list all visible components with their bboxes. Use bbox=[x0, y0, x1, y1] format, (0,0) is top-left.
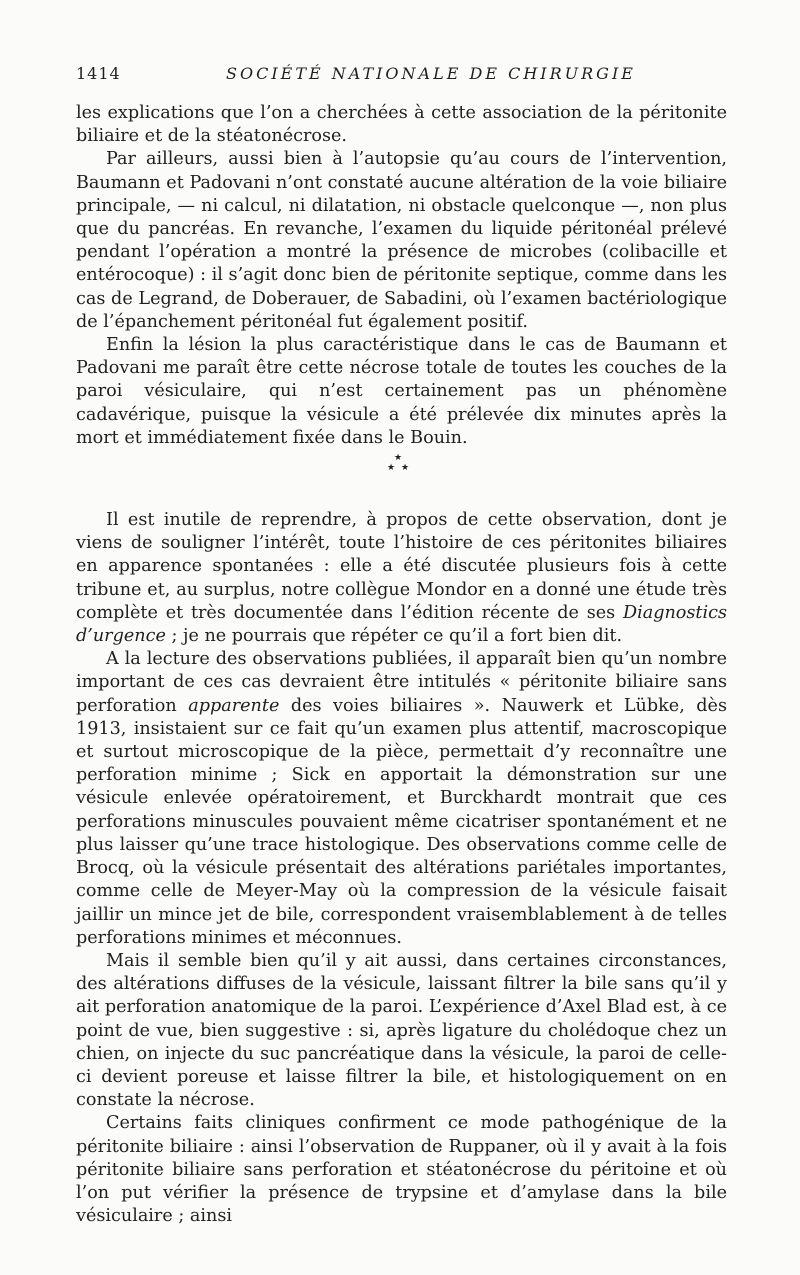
running-title: SOCIÉTÉ NATIONALE DE CHIRURGIE bbox=[226, 64, 636, 83]
asterism-separator bbox=[76, 450, 727, 509]
paragraph-7: Certains faits cliniques confirment ce mode pathogénique de la péritonite biliaire : ainsi l’observation de Ruppaner, où il y avait à la fois péritonite biliaire sans perforation et stéatonécrose du péritoine et où l’on put vérifier la présence de trypsine et d’amylase dans la bile vésiculaire ; ainsi bbox=[76, 1113, 727, 1227]
paragraph-6: Mais il semble bien qu’il y ait aussi, dans certaines circonstances, des altérations diffuses de la vésicule, laissant filtrer la bile sans qu’il y ait perforation anatomique de la paroi. L’expérience d’Axel Blad est, à ce point de vue, bien suggestive : si, après ligature du cholédoque chez un chien, on injecte du suc pancréatique dans la vésicule, la paroi de celle-ci devient poreuse et laisse filtrer la bile, et histologiquement on en constate la nécrose. bbox=[76, 950, 727, 1111]
paragraph-2: Par ailleurs, aussi bien à l’autopsie qu’au cours de l’intervention, Baumann et Padovani n’ont constaté aucune altération de la voie biliaire principale, — ni calcul, ni dilatation, ni obstacle quelconque —, non plus que du pancréas. En revanche, l’examen du liquide péritonéal prélevé pendant l’opération a montré la présence de microbes (colibacille et entérocoque) : il s’agit donc bien de péritonite septique, comme dans les cas de Legrand, de Doberauer, de Sabadini, où l’examen bactériologique de l’épanchement péritonéal fut également positif. bbox=[76, 149, 727, 332]
asterisk-icon: ★ bbox=[387, 463, 396, 474]
paragraph-4 bbox=[76, 509, 727, 648]
paragraph-4-text-a: Il est inutile de reprendre, à propos de cette observation, dont je viens de souligner l’intérêt, toute l’histoire de ces péritonites biliaires en apparence spontanées : elle a été discutée plusieurs fois à cette tribune et, au surplus, notre collègue Mondor en a donné une étude très complète et très documentée dans l’édition récente de ses bbox=[76, 510, 727, 623]
paragraph-5-text-b: des voies biliaires ». Nauwerk et Lübke, dès 1913, insistaient sur ce fait qu’un examen plus attentif, macroscopique et surtout microscopique de la pièce, permettait d’y reconnaître une perforation minime ; Sick en apportait la démonstration sur une vésicule enlevée opératoirement, et Burckhardt montrait que ces perforations minuscules pouvaient même cicatriser spontanément et ne plus laisser qu’une trace histologique. Des observations comme celle de Brocq, où la vésicule présentait des altérations pariétales importantes, comme celle de Meyer-May où la compression de la vésicule faisait jaillir un mince jet de bile, correspondent vraisemblablement à de telles perforations minimes et méconnues. bbox=[76, 695, 727, 948]
paragraph-1: les explications que l’on a cherchées à cette association de la péritonite biliaire et de la stéatonécrose. bbox=[76, 103, 727, 147]
paragraph-3: Enfin la lésion la plus caractéristique dans le cas de Baumann et Padovani me paraît être cette nécrose totale de toutes les couches de la paroi vésiculaire, qui n’est certainement pas un phénomène cadavérique, puisque la vésicule a été prélevée dix minutes après la mort et immédiatement fixée dans le Bouin. bbox=[76, 335, 727, 448]
page-number: 1414 bbox=[76, 64, 121, 83]
running-header bbox=[76, 64, 727, 88]
paragraph-4-text-b: ; je ne pourrais que répéter ce qu’il a fort bien dit. bbox=[165, 626, 623, 647]
paragraph-5-text-a: A la lecture des observations publiées, il apparaît bien qu’un nombre important de ces cas devraient être intitulés « péritonite biliaire sans perforation bbox=[76, 649, 727, 716]
paragraph-5 bbox=[76, 648, 727, 950]
italic-apparente: apparente bbox=[188, 695, 280, 716]
asterisk-icon: ★ bbox=[394, 453, 403, 464]
asterisk-icon: ★ bbox=[401, 463, 410, 474]
body-text bbox=[76, 102, 727, 1228]
book-title-italic: Diagnostics d’urgence bbox=[76, 602, 727, 647]
